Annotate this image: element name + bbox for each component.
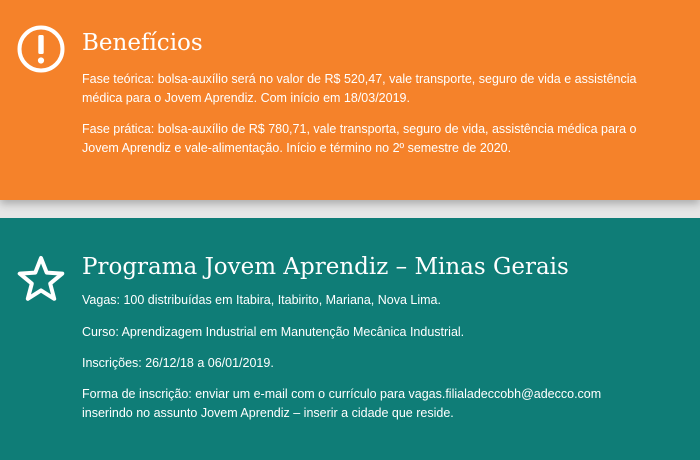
curso-text: Curso: Aprendizagem Industrial em Manutenção Mecânica Industrial. bbox=[82, 325, 465, 339]
star-outline-icon bbox=[16, 254, 66, 309]
forma-inscricao-text: Forma de inscrição: enviar um e-mail com o currículo para vagas.filialadeccobh@adecco.com inserindo no assunto Jovem Aprendiz – inserir a cidade que reside. bbox=[82, 387, 602, 420]
benefit-theory-text: Fase teórica: bolsa-auxílio será no valor de R$ 520,47, vale transporte, seguro de vida e assistência médica para o Jovem Aprendiz. Com início em 18/03/2019. bbox=[82, 72, 637, 105]
benefits-title: Benefícios bbox=[82, 30, 203, 56]
program-title: Programa Jovem Aprendiz – Minas Gerais bbox=[82, 254, 569, 280]
program-section bbox=[0, 218, 700, 460]
inscricoes-text: Inscrições: 26/12/18 a 06/01/2019. bbox=[82, 356, 274, 370]
benefit-practice-text: Fase prática: bolsa-auxílio de R$ 780,71, vale transporta, seguro de vida, assistência médica para o Jovem Aprendiz e vale-alimentação. Início e término no 2º semestre de 2020. bbox=[82, 122, 637, 155]
benefits-section bbox=[0, 0, 700, 200]
vagas-text: Vagas: 100 distribuídas em Itabira, Itabirito, Mariana, Nova Lima. bbox=[82, 293, 441, 307]
exclamation-circle-icon bbox=[16, 24, 66, 79]
